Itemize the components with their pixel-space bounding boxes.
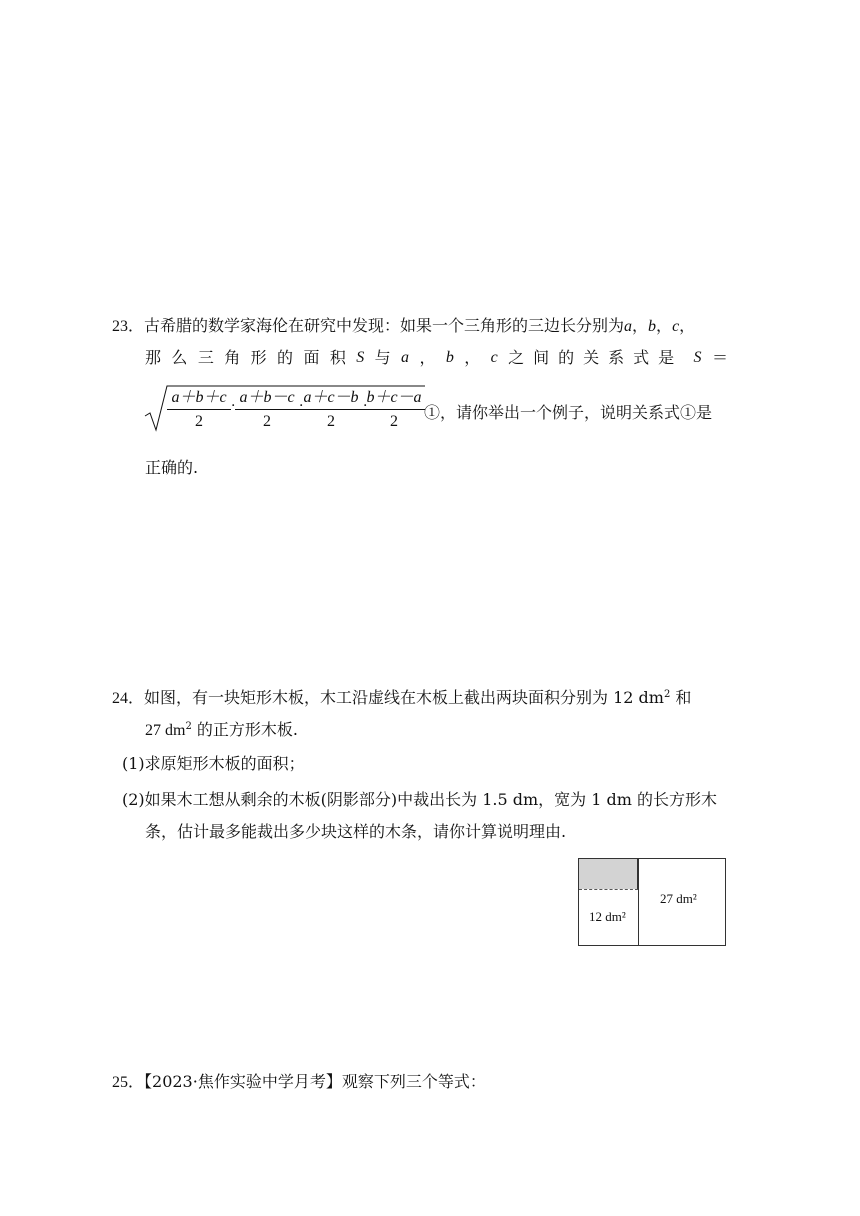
q23-char: 积 [329,348,346,367]
var-b: b [445,349,454,366]
q23-char: 形 [250,348,267,367]
q23-char: 的 [277,348,294,367]
q24-text-2b: 的正方形木板. [191,720,299,739]
q23-char: 三 [197,348,214,367]
small-square-label: 12 dm² [589,909,626,924]
divider-line [638,859,639,945]
q23-char: 面 [303,348,320,367]
comma: ， [464,348,481,367]
multiply-dot: · [299,398,304,414]
q24-sub2-line1: (2)如果木工想从剩余的木板(阴影部分)中裁出长为 1.5 dm，宽为 1 dm 的长方形木 [122,790,718,809]
superscript: 2 [185,721,192,732]
multiply-dot: · [363,398,368,414]
q23-number: 23． [112,318,145,335]
multiply-dot: · [231,398,236,414]
fraction-2 [235,388,299,432]
q23-after-formula: ①，请你举出一个例子，说明关系式①是 [424,403,713,422]
q24-sub1: (1)求原矩形木板的面积； [122,754,305,773]
var-a: a [401,349,410,366]
fraction-numerator: a＋b－c [239,389,295,406]
fraction-denominator: 2 [390,413,398,430]
equals-sign: ＝ [711,348,728,367]
q25-line1 [112,1072,486,1093]
q23-text-mid: 之间的关系式是 [508,348,684,367]
q23-char: 角 [224,348,241,367]
heron-formula [143,384,443,434]
var-S: S [356,349,365,366]
comma: ， [632,316,649,335]
q25-text: 【2023·焦作实验中学月考】观察下列三个等式： [144,1072,486,1091]
var-c: c [672,318,680,335]
q23-line1 [112,316,695,337]
dashed-cut-horizontal [579,889,638,890]
q24-sub2-line2: 条，估计最多能裁出多少块这样的木条，请你计算说明理由. [145,822,567,841]
fraction-3 [299,388,363,432]
fraction-denominator: 2 [195,413,203,430]
fraction-denominator: 2 [263,413,271,430]
var-S: S [693,349,702,366]
var-c: c [490,349,498,366]
large-square-label: 27 dm² [660,891,697,906]
q24-number: 24． [112,690,145,707]
q24-line1 [112,688,691,709]
q23-line2 [145,348,728,368]
q25-number: 25． [112,1074,145,1091]
fraction-1 [167,388,231,432]
fraction-4 [363,388,425,432]
q23-char: 么 [171,348,188,367]
comma: ， [656,316,673,335]
fraction-numerator: b＋c－a [366,389,422,406]
shaded-region [579,859,638,889]
fraction-numerator: a＋b＋c [171,389,227,406]
comma: ， [419,348,436,367]
q24-text-1: 如图，有一块矩形木板，木工沿虚线在木板上截出两块面积分别为 12 dm [144,688,664,707]
q23-line4: 正确的. [145,458,199,477]
q24-text-2a: 27 dm [145,722,186,739]
q24-line2 [145,720,298,741]
q23-text-1: 古希腊的数学家海伦在研究中发现：如果一个三角形的三边长分别为 [144,316,625,335]
q23-char: 与 [374,348,391,367]
rectangle-board-figure [578,858,726,946]
fraction-numerator: a＋c－b [303,389,359,406]
q23-char: 那 [145,348,162,367]
comma: ， [679,316,696,335]
var-a: a [624,318,633,335]
superscript: 2 [663,689,671,700]
fraction-denominator: 2 [327,413,335,430]
var-b: b [648,318,657,335]
q24-text-1-end: 和 [670,688,692,707]
